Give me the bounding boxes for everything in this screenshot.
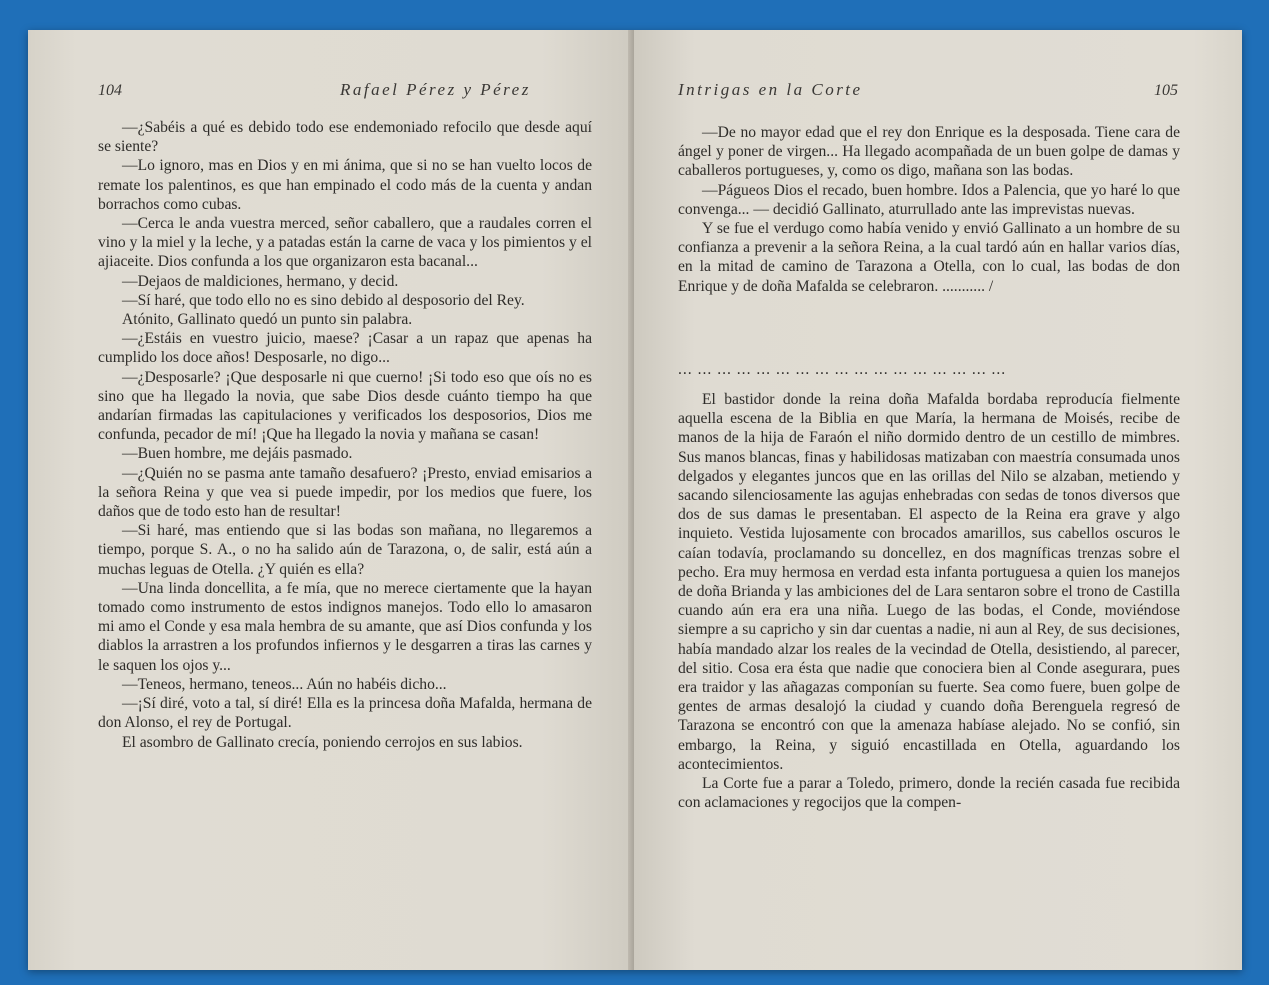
- paragraph: —¿Sabéis a qué es debido todo ese endemoniado refocilo que desde aquí se siente?: [98, 119, 592, 156]
- paragraph: —Lo ignoro, mas en Dios y en mi ánima, que si no se han vuelto locos de remate los palentinos, es que han empinado el codo más de la cuenta y andan borrachos como cubas.: [98, 157, 592, 213]
- running-head-left: Rafael Pérez y Pérez: [340, 80, 531, 99]
- paragraph: Y se fue el verdugo como había venido y envió Gallinato a un hombre de su confianza a prevenir a la señora Reina, a la cual tardó aún en hallar varios días, en la mitad de camino de Tarazona a Otella, con lo cual, las bodas de don Enrique y de doña Mafalda se celebraron. ........... /: [678, 220, 1180, 295]
- paragraph: —¡Sí diré, voto a tal, sí diré! Ella es la princesa doña Mafalda, hermana de don Alonso, el rey de Portugal.: [98, 695, 592, 732]
- paragraph: —Págueos Dios el recado, buen hombre. Idos a Palencia, que yo haré lo que convenga... — decidió Gallinato, aturrullado ante las imprevistas nuevas.: [678, 181, 1180, 218]
- section-separator: ... ... ... ... ... ... ... ... ... ... ... ... ... ... ... ... ...: [678, 361, 1007, 378]
- paragraph: —¿Estáis en vuestro juicio, maese? ¡Casar a un rapaz que apenas ha cumplido los doce años! Desposarle, no digo...: [98, 330, 592, 367]
- paragraph: —Una linda doncellita, a fe mía, que no merece ciertamente que la hayan tomado como instrumento de estos indignos manejos. Todo ello lo amasaron mi amo el Conde y esa mala hembra de su amante, que así Dios confunda y los diablos la arrastren a los profundos infiernos y le desgarren a tiras las carnes y le saquen los ojos y...: [98, 579, 592, 674]
- right-page: [634, 30, 1242, 970]
- right-page-text-bottom: [678, 390, 1180, 812]
- paragraph: —De no mayor edad que el rey don Enrique es la desposada. Tiene cara de ángel y poner de virgen... Ha llegado acompañada de un buen golpe de damas y caballeros portugueses, y, como os digo, mañana son las bodas.: [678, 124, 1180, 180]
- paragraph: La Corte fue a parar a Toledo, primero, donde la recién casada fue recibida con aclamaciones y regocijos que la compen-: [678, 775, 1180, 812]
- page-number-right: 105: [1154, 82, 1178, 99]
- paragraph: —¿Quién no se pasma ante tamaño desafuero? ¡Presto, enviad emisarios a la señora Reina y que vea si puede impedir, por los medios que fuere, los daños que de todo esto han de resultar!: [98, 464, 592, 521]
- page-number-left: 104: [98, 82, 122, 99]
- left-page: [28, 30, 632, 970]
- paragraph: —Cerca le anda vuestra merced, señor caballero, que a raudales corren el vino y la miel y la leche, y a patadas están la carne de vaca y los pimientos y el ajiaceite. Dios confunda a los que organizaron esta bacanal...: [98, 215, 592, 271]
- paragraph: —¿Desposarle? ¡Que desposarle ni que cuerno! ¡Si todo eso que oís no es sino que ha llegado la novia, que sabe Dios desde cuánto tiempo ha que andarían firmadas las capitulaciones y verificados los desposorios, Dios me confunda, pecador de mí! ¡Que ha llegado la novia y mañana se casan!: [98, 368, 592, 444]
- paragraph: —Sí haré, que todo ello no es sino debido al desposorio del Rey.: [122, 291, 525, 309]
- paragraph: —Buen hombre, me dejáis pasmado.: [122, 445, 353, 463]
- right-page-text-top: [678, 123, 1180, 296]
- running-head-right: Intrigas en la Corte: [678, 80, 863, 99]
- paragraph: Atónito, Gallinato quedó un punto sin palabra.: [122, 311, 413, 329]
- paragraph: El asombro de Gallinato crecía, poniendo cerrojos en sus labios.: [122, 733, 523, 751]
- paragraph: El bastidor donde la reina doña Mafalda bordaba reproducía fielmente aquella escena de la Biblia en que María, la hermana de Moisés, recibe de manos de la hija de Faraón el niño dormido dentro de un cestillo de mimbres. Sus manos blancas, finas y habilidosas matizaban con maestría consumada unos delgados y elegantes juncos que en las orillas del Nilo se alzaban, metiendo y sacando silenciosamente las agujas enhebradas con sedas de tonos diversos que dos de sus damas le presentaban. El aspecto de la Reina era grave y algo inquieto. Vestida lujosamente con brocados amarillos, sus cabellos oscuros le caían todavía, proclamando su doncellez, en dos magníficas trenzas sobre el pecho. Era muy hermosa en verdad esta infanta portuguesa a quien los manejos de doña Brianda y las ambiciones del de Lara sentaron sobre el trono de Castilla cuando aún era era una niña. Luego de las bodas, el Conde, moviéndose siempre a su capricho y sin dar cuentas a nadie, ni aun al Rey, de sus decisiones, había mandado alzar los reales de la vecindad de Otella, desistiendo, al parecer, del sitio. Cosa era ésta que nadie que conociera bien al Conde asegurara, pues era traidor y las añagazas componían su fuerte. Sea como fuere, buen golpe de gentes de armas desalojó la ciudad y cuando doña Berenguela regresó de Tarazona se encontró con que la amenaza habíase alejado. No se confió, sin embargo, la Reina, y siguió encastillada en Otella, aguardando los acontecimientos.: [678, 391, 1180, 773]
- paragraph: —Si haré, mas entiendo que si las bodas son mañana, no llegaremos a tiempo, porque S. A., o no ha salido aún de Tarazona, o, de salir, está aún a muchas leguas de Otella. ¿Y quién es ella?: [98, 522, 592, 578]
- open-book: [28, 30, 1242, 970]
- paragraph: —Dejaos de maldiciones, hermano, y decid.: [122, 272, 399, 290]
- paragraph: —Teneos, hermano, teneos... Aún no habéis dicho...: [122, 675, 447, 693]
- left-page-text: [98, 118, 592, 752]
